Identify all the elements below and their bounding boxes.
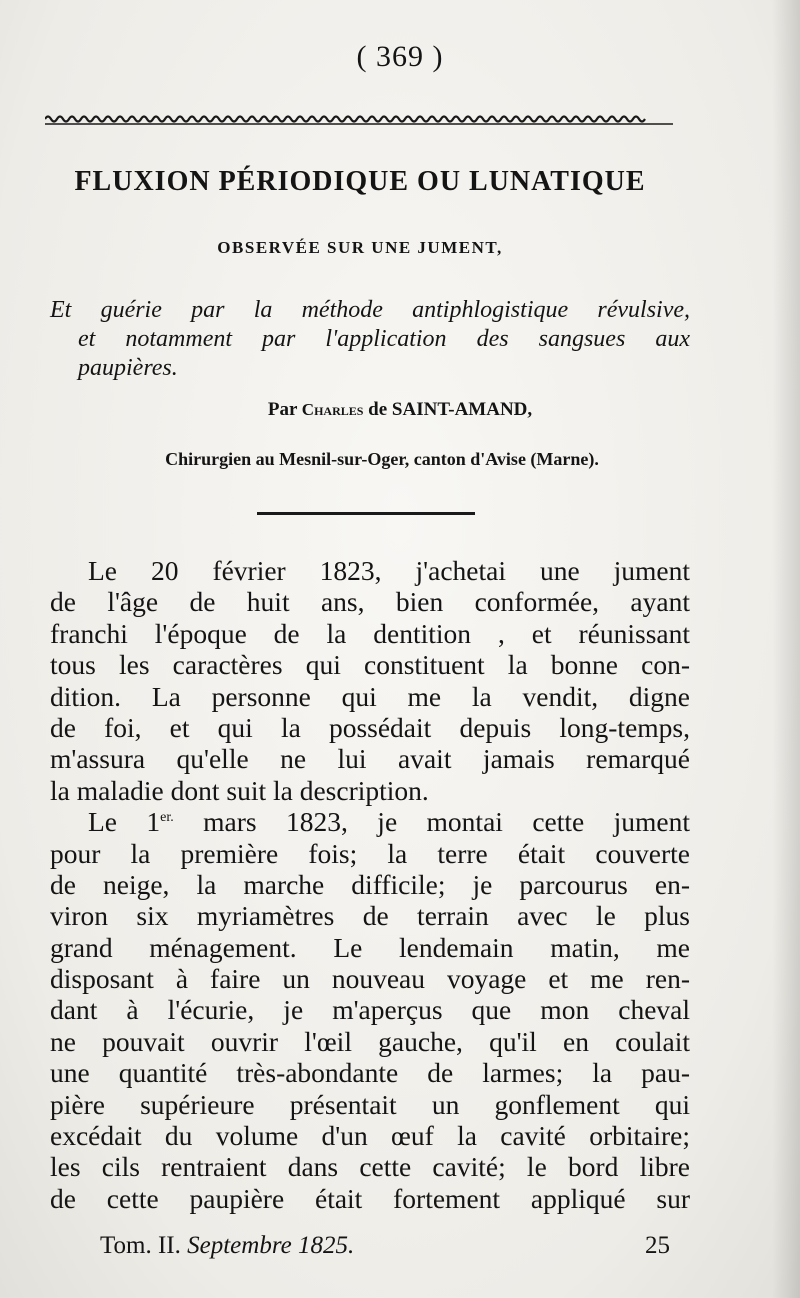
lead-line: Et guérie par la méthode antiphlogistique révulsive, xyxy=(50,297,690,323)
body-line: tous les caractères qui constituent la bonne con- xyxy=(50,649,690,681)
body-line: m'assura qu'elle ne lui avait jamais remarqué xyxy=(50,743,690,775)
volume-info xyxy=(100,1232,354,1260)
article-lead xyxy=(50,296,690,383)
author-first-name: Charles xyxy=(301,400,364,419)
article-subtitle: OBSERVÉE SUR UNE JUMENT, xyxy=(217,238,503,257)
author-byline xyxy=(0,399,800,421)
body-line: franchi l'époque de la dentition , et réunissant xyxy=(50,617,690,649)
body-line: une quantité très-abondante de larmes; la pau- xyxy=(50,1057,690,1089)
section-divider xyxy=(257,512,475,515)
body-line: pour la première fois; la terre était couverte xyxy=(50,837,690,869)
ornamental-rule xyxy=(45,112,673,126)
page-edge-shadow xyxy=(772,0,800,1298)
body-line: excédait du volume d'un œuf la cavité orbitaire; xyxy=(50,1120,690,1152)
para2-first-line: mars 1823, je montai cette jument xyxy=(203,806,690,838)
body-line: de l'âge de huit ans, bien conformée, ayant xyxy=(50,586,690,618)
body-line: dition. La personne qui me la vendit, digne xyxy=(50,680,690,712)
body-line: grand ménagement. Le lendemain matin, me xyxy=(50,931,690,963)
lead-line: paupières. xyxy=(78,355,178,381)
body-line: dant à l'écurie, je m'aperçus que mon cheval xyxy=(50,994,690,1026)
author-affiliation: Chirurgien au Mesnil-sur-Oger, canton d'Avise (Marne). xyxy=(165,449,599,469)
article-title: FLUXION PÉRIODIQUE OU LUNATIQUE xyxy=(74,166,646,197)
body-line: ne pouvait ouvrir l'œil gauche, qu'il en coulait xyxy=(50,1025,690,1057)
body-line: de cette paupière était fortement appliqué sur xyxy=(50,1182,690,1214)
body-line: de foi, et qui la possédait depuis long-temps, xyxy=(50,711,690,743)
page-number: ( 369 ) xyxy=(356,40,444,73)
para2-prefix: Le 1 xyxy=(88,806,161,838)
lead-line: et notamment par l'application des sangsues aux xyxy=(78,326,690,352)
body-line-para2 xyxy=(50,806,690,837)
ordinal-superscript: er. xyxy=(160,809,174,825)
article-body xyxy=(50,555,690,1214)
body-line: de neige, la marche difficile; je parcourus en- xyxy=(50,868,690,900)
volume-number: Tom. II. xyxy=(100,1232,181,1259)
body-line: la maladie dont suit la description. xyxy=(50,774,429,806)
signature-mark: 25 xyxy=(645,1232,670,1259)
body-line: les cils rentraient dans cette cavité; le bord libre xyxy=(50,1151,690,1183)
body-line: Le 20 février 1823, j'achetai une jument xyxy=(88,555,690,586)
author-surname: de SAINT-AMAND, xyxy=(368,399,533,420)
body-line: pière supérieure présentait un gonflement qui xyxy=(50,1088,690,1120)
body-line: disposant à faire un nouveau voyage et me ren- xyxy=(50,963,690,995)
byline-prefix: Par xyxy=(267,399,298,420)
issue-month: Septembre 1825. xyxy=(187,1232,355,1259)
body-line: viron six myriamètres de terrain avec le plus xyxy=(50,900,690,932)
